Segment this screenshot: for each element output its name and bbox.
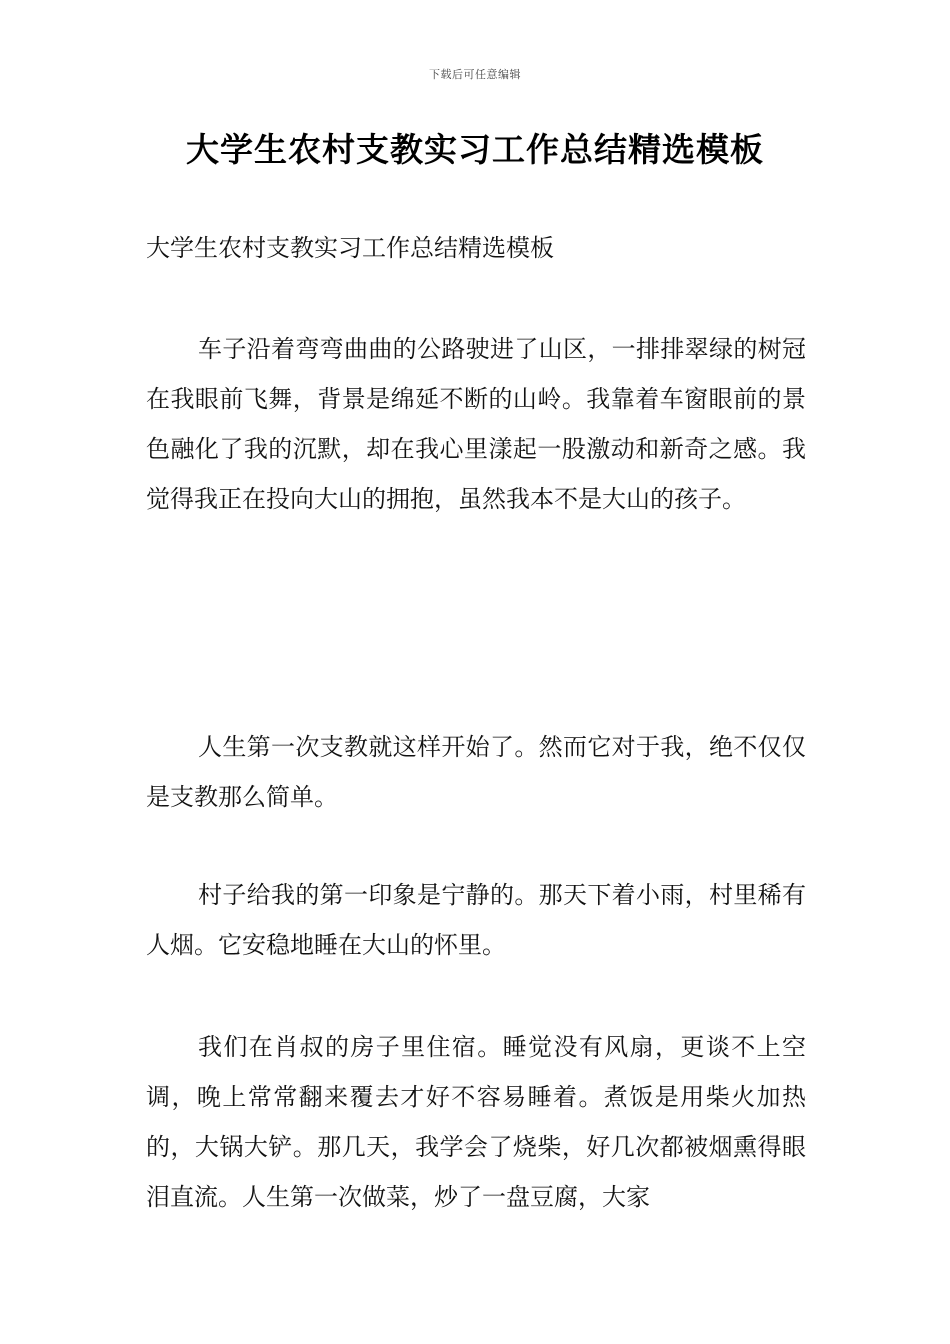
document-title: 大学生农村支教实习工作总结精选模板 [186, 130, 764, 169]
paragraph-4: 我们在肖叔的房子里住宿。睡觉没有风扇，更谈不上空调，晚上常常翻来覆去才好不容易睡着。煮饭是用柴火加热的，大锅大铲。那几天，我学会了烧柴，好几次都被烟熏得眼泪直流。人生第一次做菜，炒了一盘豆腐，大家 [146, 1033, 806, 1211]
paragraph-1: 车子沿着弯弯曲曲的公路驶进了山区，一排排翠绿的树冠在我眼前飞舞，背景是绵延不断的山岭。我靠着车窗眼前的景色融化了我的沉默，却在我心里漾起一股激动和新奇之感。我觉得我正在投向大山的拥抱，虽然我本不是大山的孩子。 [146, 335, 806, 513]
paragraph-2: 人生第一次支教就这样开始了。然而它对于我，绝不仅仅是支教那么简单。 [146, 733, 806, 811]
header-note: 下载后可任意编辑 [429, 68, 521, 81]
paragraph-3: 村子给我的第一印象是宁静的。那天下着小雨，村里稀有人烟。它安稳地睡在大山的怀里。 [146, 881, 806, 959]
document-subtitle: 大学生农村支教实习工作总结精选模板 [146, 234, 554, 262]
